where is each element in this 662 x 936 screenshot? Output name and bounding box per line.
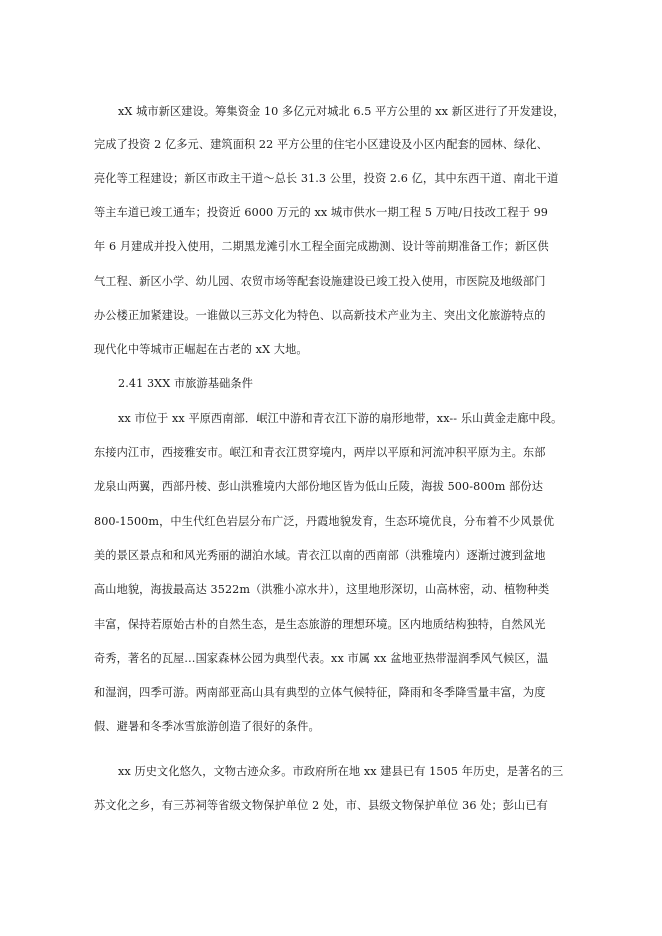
- paragraph-line: 年 6 月建成并投入使用，二期黑龙滩引水工程全面完成勘测、设计等前期准备工作；新区供: [94, 240, 549, 253]
- paragraph-line: 高山地貌，海拔最高达 3522m（洪雅小凉水井），这里地形深切，山高林密，动、植物种类: [94, 583, 550, 596]
- paragraph-line: 现代化中等城市正崛起在古老的 xX 大地。: [94, 343, 308, 356]
- paragraph-line: 苏文化之乡，有三苏祠等省级文物保护单位 2 处，市、县级文物保护单位 36 处；彭山已有: [94, 799, 548, 812]
- paragraph-line: 完成了投资 2 亿多元、建筑面积 22 平方公里的住宅小区建设及小区内配套的园林、绿化、: [94, 138, 548, 151]
- paragraph-line: 奇秀，著名的瓦屋…国家森林公园为典型代表。xx 市属 xx 盆地亚热带湿润季风气候区，温: [94, 652, 549, 665]
- paragraph-line: 等主车道已竣工通车；投资近 6000 万元的 xx 城市供水一期工程 5 万吨/日技改工程于 99: [94, 206, 549, 219]
- paragraph-line: 东接内江市，西接雅安市。岷江和青衣江贯穿境内，两岸以平原和河流冲积平原为主。东部: [94, 446, 546, 459]
- paragraph-line: 美的景区景点和和风光秀丽的湖泊水域。青衣江以南的西南部（洪雅境内）逐渐过渡到盆地: [94, 549, 546, 562]
- paragraph-line: 假、避暑和冬季冰雪旅游创造了很好的条件。: [94, 720, 320, 733]
- paragraph-line: xx 历史文化悠久，文物古迹众多。市政府所在地 xx 建县已有 1505 年历史，是著名的三: [118, 765, 564, 778]
- paragraph-line: 龙泉山两翼，西部丹棱、彭山洪雅境内大部份地区皆为低山丘陵，海拔 500-800m 部份达: [94, 480, 543, 493]
- paragraph-line: 气工程、新区小学、幼儿园、农贸市场等配套设施建设已竣工投入使用，市医院及地级部门: [94, 275, 546, 288]
- paragraph-line: 丰富，保持若原始古朴的自然生态，是生态旅游的理想环境。区内地质结构独特，自然风光: [94, 618, 546, 631]
- paragraph-line: 和湿润，四季可游。两南部亚高山具有典型的立体气候特征，降雨和冬季降雪量丰富，为度: [94, 686, 546, 699]
- section-heading: 2.41 3XX 市旅游基础条件: [118, 377, 253, 390]
- paragraph-line: xX 城市新区建设。筹集资金 10 多亿元对城北 6.5 平方公里的 xx 新区进行了开发建设，: [118, 105, 565, 118]
- paragraph-line: xx 市位于 xx 平原西南部．岷江中游和青衣江下游的扇形地带，xx-- 乐山黄金走廊中段。: [118, 412, 563, 425]
- paragraph-line: 800-1500m，中生代红色岩层分布广泛，丹霞地貌发育，生态环境优良，分布着不少风景优: [94, 515, 555, 528]
- paragraph-line: 办公楼正加紧建设。一谁做以三苏文化为特色、以高新技术产业为主、突出文化旅游特点的: [94, 309, 546, 322]
- paragraph-line: 亮化等工程建设；新区市政主干道～总长 31.3 公里，投资 2.6 亿，其中东西干道、南北干道: [94, 172, 559, 185]
